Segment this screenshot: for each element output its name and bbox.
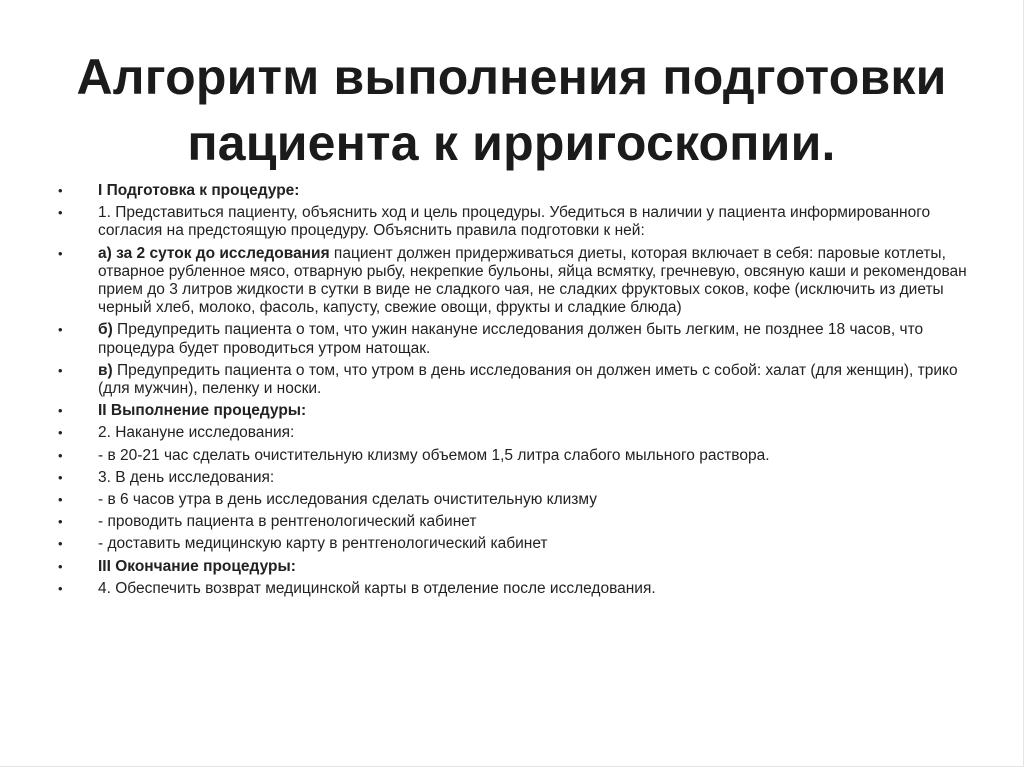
list-item xyxy=(58,469,978,487)
list-item xyxy=(58,424,978,442)
list-item-lead: а) за 2 суток до исследования xyxy=(98,244,330,262)
list-item-text: пациент должен придерживаться диеты, которая включает в себя: паровые котлеты, отварное рубленное мясо, отварную рыбу, некрепкие бульоны, яйца всмятку, гречневую, овсяную каши и рекомендован прием до 3 литров жидкости в сутки в виде не сладкого чая, не сладких фруктовых соков, кофе (исключить из диеты черный хлеб, молоко, фасоль, капусту, свежие овощи, фрукты и сладкие блюда) xyxy=(98,244,967,317)
bullet-icon: • xyxy=(58,492,63,508)
list-item xyxy=(58,558,978,576)
bullet-icon: • xyxy=(58,362,63,378)
list-item xyxy=(58,245,978,318)
list-item xyxy=(58,321,978,357)
list-item-text: 3. В день исследования: xyxy=(98,468,275,486)
list-item-lead: в) xyxy=(98,361,113,379)
bullet-icon: • xyxy=(58,447,63,463)
list-item-text: 4. Обеспечить возврат медицинской карты в отделение после исследования. xyxy=(98,579,656,597)
list-item-text: 2. Накануне исследования: xyxy=(98,424,295,442)
list-item-text: 1. Представиться пациенту, объяснить ход и цель процедуры. Убедиться в наличии у пациента информированного согласия на предстоящую процедуру. Объяснить правила подготовки к ней: xyxy=(98,204,931,240)
list-item xyxy=(58,491,978,509)
bullet-icon: • xyxy=(58,403,63,419)
list-item xyxy=(58,447,978,465)
list-item-text: III Окончание процедуры: xyxy=(98,557,296,575)
bullet-icon: • xyxy=(58,536,63,552)
list-item xyxy=(58,182,978,200)
list-item-text: - доставить медицинскую карту в рентгенологический кабинет xyxy=(98,535,548,553)
list-item xyxy=(58,402,978,420)
list-item-text: I Подготовка к процедуре: xyxy=(98,182,300,199)
bullet-icon: • xyxy=(58,245,63,261)
bullet-icon: • xyxy=(58,558,63,574)
list-item-text: Предупредить пациента о том, что ужин накануне исследования должен быть легким, не позднее 18 часов, что процедура будет проводиться утром натощак. xyxy=(98,321,924,357)
bullet-icon: • xyxy=(58,514,63,530)
list-item-text: Предупредить пациента о том, что утром в день исследования он должен иметь с собой: халат (для женщин), трико (для мужчин), пеленку и носки. xyxy=(98,361,958,398)
bullet-icon: • xyxy=(58,425,63,441)
bullet-icon: • xyxy=(58,469,63,485)
bullet-icon: • xyxy=(58,205,63,221)
list-item-text: II Выполнение процедуры: xyxy=(98,402,307,420)
list-item-text: - проводить пациента в рентгенологический кабинет xyxy=(98,513,477,531)
list-item-text: - в 6 часов утра в день исследования сделать очистительную клизму xyxy=(98,491,597,509)
list-item xyxy=(58,513,978,531)
list-item xyxy=(58,204,978,240)
list-item xyxy=(58,362,978,398)
procedure-steps-list xyxy=(58,182,978,602)
list-item xyxy=(58,535,978,553)
list-item-text: - в 20-21 час сделать очистительную клизму объемом 1,5 литра слабого мыльного раствора. xyxy=(98,446,770,464)
bullet-icon: • xyxy=(58,322,63,338)
slide-title-line-2: пациента к ирригоскопии. xyxy=(187,114,836,171)
slide-title-line-1: Алгоритм выполнения подготовки xyxy=(76,48,947,105)
list-item-lead: б) xyxy=(98,321,113,339)
list-item xyxy=(58,580,978,598)
bullet-icon: • xyxy=(58,183,63,198)
bullet-icon: • xyxy=(58,580,63,596)
slide-title xyxy=(20,44,1003,176)
